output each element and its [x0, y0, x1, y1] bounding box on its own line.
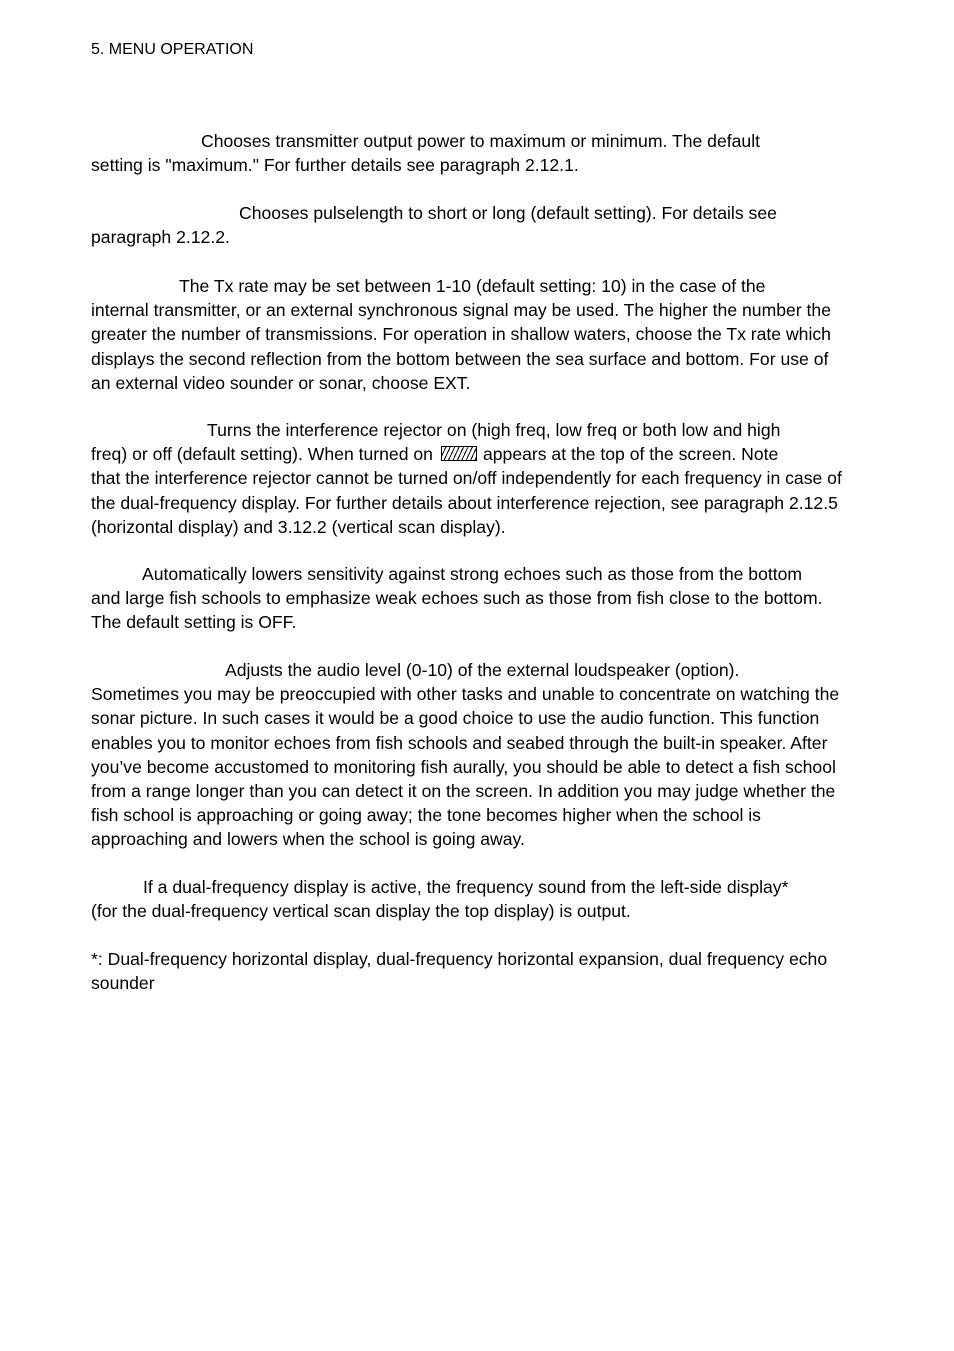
page-header: 5. MENU OPERATION	[91, 41, 254, 58]
paragraph-audio	[91, 658, 851, 852]
paragraph-tvg-rest: and large fish schools to emphasize weak echoes such as those from fish close to the bottom. The default setting is OFF.	[91, 588, 823, 633]
paragraph-power	[91, 129, 851, 177]
paragraph-txrate-rest: internal transmitter, or an external synchronous signal may be used. The higher the number the greater the number of transmissions. For operation in shallow waters, choose the Tx rate which displays the second reflection from the bottom between the sea surface and bottom. For use of an external video sounder or sonar, choose EXT.	[91, 300, 832, 393]
paragraph-tvg	[91, 562, 851, 635]
paragraph-txrate-line1: The Tx rate may be set between 1-10 (default setting: 10) in the case of the	[179, 276, 766, 296]
paragraph-audio-rest: Sometimes you may be preoccupied with other tasks and unable to concentrate on watching the sonar picture. In such cases it would be a good choice to use the audio function. This function enables you to monitor echoes from fish schools and seabed through the built-in speaker. After you’ve become accustomed to monitoring fish aurally, you should be able to detect a fish school from a range longer than you can detect it on the screen. In addition you may judge whether the fish school is approaching or going away; the tone becomes higher when the school is approaching and lowers when the school is going away.	[91, 684, 840, 850]
footnote	[91, 947, 851, 995]
paragraph-interference-line2a: freq) or off (default setting). When turned on	[91, 444, 433, 465]
paragraph-dualfreq-line1: If a dual-frequency display is active, the frequency sound from the left-side display*	[143, 877, 789, 897]
paragraph-tvg-line1: Automatically lowers sensitivity against strong echoes such as those from the bottom	[142, 564, 803, 584]
paragraph-pulselength	[91, 201, 851, 249]
paragraph-audio-line1: Adjusts the audio level (0-10) of the external loudspeaker (option).	[225, 660, 740, 680]
paragraph-interference-rest: that the interference rejector cannot be turned on/off independently for each frequency in case of the dual-frequency display. For further details about interference rejection, see paragraph 2.12.5 (horizontal display) and 3.12.2 (vertical scan display).	[91, 468, 842, 537]
paragraph-interference	[91, 418, 851, 539]
interference-rejector-icon	[441, 446, 477, 461]
paragraph-power-line1: Chooses transmitter output power to maximum or minimum. The default	[201, 131, 760, 151]
paragraph-power-rest: setting is "maximum." For further details see paragraph 2.12.1.	[91, 155, 579, 176]
paragraph-interference-line2	[91, 442, 851, 466]
footnote-text: *: Dual-frequency horizontal display, dual-frequency horizontal expansion, dual frequency echo sounder	[91, 949, 828, 994]
paragraph-interference-line1: Turns the interference rejector on (high freq, low freq or both low and high	[207, 420, 781, 440]
paragraph-dualfreq-rest: (for the dual-frequency vertical scan display the top display) is output.	[91, 901, 631, 922]
paragraph-interference-line2b: appears at the top of the screen. Note	[482, 444, 779, 465]
paragraph-pulselength-line1: Chooses pulselength to short or long (default setting). For details see	[239, 203, 777, 223]
paragraph-pulselength-rest: paragraph 2.12.2.	[91, 227, 230, 248]
paragraph-dualfreq	[91, 875, 851, 923]
paragraph-txrate	[91, 274, 851, 395]
